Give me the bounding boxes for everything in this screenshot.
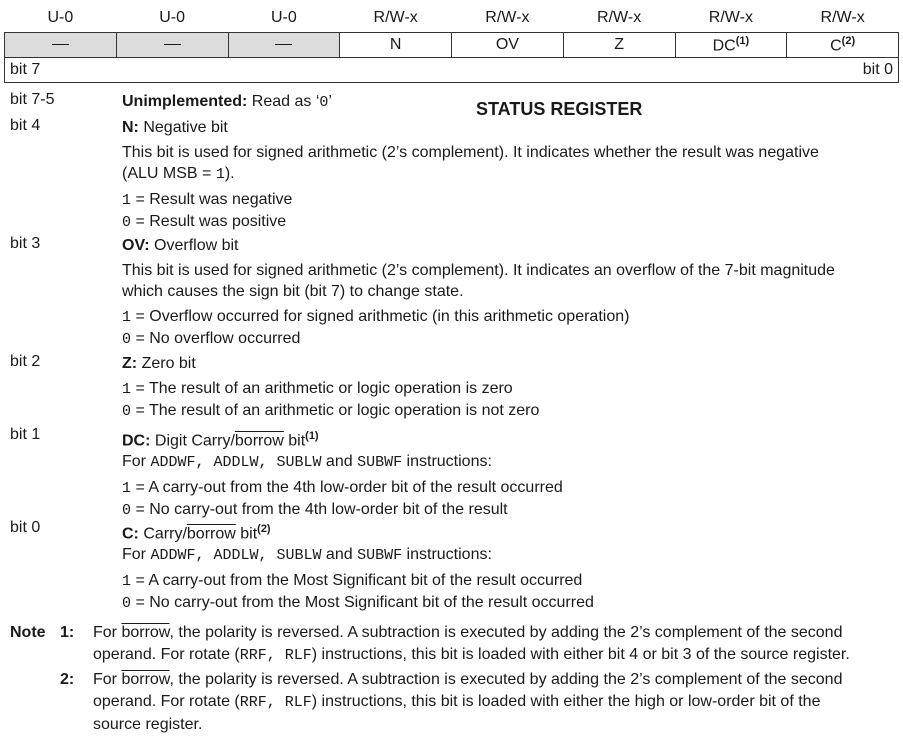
access-row [5, 4, 899, 33]
value-line [122, 328, 892, 350]
text-part: and [321, 546, 358, 564]
access-bit1: R/W-x [708, 9, 753, 26]
text-part: and [321, 453, 358, 471]
overlined-term: borrow [121, 671, 170, 688]
bit-label: bit 7-5 [10, 91, 55, 108]
access-bit3: R/W-x [485, 9, 530, 26]
code-value: 0 [319, 94, 329, 111]
overlined-term: borrow [234, 432, 284, 450]
dash-mark [52, 44, 69, 45]
field-header [122, 117, 892, 138]
field-dc [122, 426, 892, 521]
value-desc: = No carry-out from the Most Significant bit of the result occurred [131, 594, 594, 612]
bit-name-n: N [389, 36, 402, 53]
dash-mark [275, 44, 292, 45]
code-value: 0 [122, 502, 132, 520]
field-text-line: This bit is used for signed arithmetic (2’s complement). It indicates an overflow of the 7-bit magnitude [122, 262, 835, 279]
code-value: 0 [122, 403, 132, 420]
code-value: 1 [122, 480, 132, 498]
instruction-list: SUBWF [357, 547, 403, 565]
note-line [93, 669, 895, 691]
bit-label: bit 1 [10, 426, 41, 443]
value-desc: = Result was positive [131, 213, 287, 230]
value-desc: = No carry-out from the 4th low-order bit of the result [131, 501, 508, 519]
instruction-line [122, 451, 892, 473]
instruction-line [122, 544, 892, 566]
value-desc: = A carry-out from the Most Significant bit of the result occurred [131, 572, 583, 590]
field-name: N: [122, 119, 139, 136]
footnote-ref: (2) [257, 523, 271, 535]
field-c [122, 519, 892, 614]
access-bit0: R/W-x [820, 9, 865, 26]
bit3-name [452, 33, 564, 58]
text-part: operand. For rotate ( [93, 693, 240, 710]
access-bit5: U-0 [270, 9, 297, 26]
field-name: Z: [122, 355, 138, 372]
notes-section [10, 622, 895, 736]
field-name: OV: [122, 237, 150, 254]
bit4-name [340, 33, 452, 58]
bit-name-ov: OV [495, 36, 519, 53]
bit6-unimplemented [116, 33, 228, 58]
code-value: 1 [122, 309, 132, 326]
bit-name-z: Z [614, 36, 625, 53]
value-desc: = Overflow occurred for signed arithmetic (in this arithmetic operation) [131, 308, 630, 325]
field-short: Digit Carry/ [154, 432, 235, 450]
instruction-list: RRF, RLF [239, 694, 312, 711]
bit-range-cell [5, 58, 899, 83]
note-text [93, 622, 895, 667]
field-desc-end: ’ [328, 93, 332, 110]
value-line [122, 306, 892, 328]
text-part: ) instructions, this bit is loaded with either bit 4 or bit 3 of the source register. [311, 646, 850, 663]
value-desc: = The result of an arithmetic or logic operation is zero [131, 380, 513, 397]
text-part: For [122, 453, 151, 471]
code-value: 1 [122, 192, 132, 209]
field-name: Unimplemented: [122, 93, 248, 110]
access-bit2: R/W-x [597, 9, 642, 26]
field-desc: Read as ‘ [251, 93, 320, 110]
text-part: operand. For rotate ( [93, 646, 240, 663]
value-line [122, 211, 892, 233]
bit-label: bit 2 [10, 353, 41, 370]
text-part: ). [224, 165, 235, 182]
field-name: C: [122, 525, 139, 543]
text-part: ) instructions, this bit is loaded with either the high or low-order bit of the [311, 693, 821, 710]
footnote-ref: (1) [305, 430, 319, 442]
access-bit7: U-0 [47, 9, 74, 26]
field-z [122, 353, 892, 422]
note-label: Note [10, 624, 46, 641]
bit-name-dc: DC [712, 37, 736, 55]
text-part: For [122, 546, 151, 564]
field-n [122, 117, 892, 233]
field-header [122, 519, 892, 544]
field-short: Negative bit [143, 119, 228, 136]
text-part: (ALU MSB = [122, 165, 216, 182]
value-line [122, 378, 892, 400]
text-part: instructions: [402, 453, 492, 471]
code-value: 1 [122, 381, 132, 398]
note-text [93, 669, 895, 736]
text-part: , the polarity is reversed. A subtraction is executed by adding the 2’s complement of the second [169, 624, 843, 641]
code-value: 1 [215, 166, 225, 183]
footnote-ref: (2) [841, 34, 856, 47]
text-part: For [93, 624, 122, 641]
instruction-list: SUBWF [357, 454, 403, 472]
note-number: 1: [60, 624, 75, 641]
text-part: For [93, 671, 122, 688]
field-short: Carry/ [143, 525, 187, 543]
note-line [93, 644, 895, 667]
value-desc: = The result of an arithmetic or logic operation is not zero [131, 402, 540, 419]
field-text-line: This bit is used for signed arithmetic (2’s complement). It indicates whether the result was negative [122, 144, 819, 161]
text-part: instructions: [402, 546, 492, 564]
dash-mark [164, 44, 181, 45]
register-title: STATUS REGISTER [476, 99, 643, 119]
field-header [122, 426, 892, 451]
note-line: source register. [93, 716, 203, 733]
field-short: Overflow bit [154, 237, 239, 254]
overlined-term: borrow [186, 525, 236, 543]
bit-label: bit 0 [10, 519, 41, 536]
field-name: DC: [122, 432, 151, 450]
bit0-name [787, 33, 899, 58]
code-value: 0 [122, 331, 132, 348]
access-bit6: U-0 [159, 9, 186, 26]
bit2-name [563, 33, 675, 58]
code-value: 0 [122, 595, 132, 613]
access-bit4: R/W-x [373, 9, 418, 26]
code-value: 0 [122, 214, 132, 231]
field-header [122, 235, 892, 256]
value-line [122, 592, 892, 614]
bit-label: bit 4 [10, 117, 41, 134]
bit7-unimplemented [5, 33, 117, 58]
code-value: 1 [122, 573, 132, 591]
note-line [93, 691, 895, 714]
bit5-unimplemented [228, 33, 340, 58]
bit-label: bit 3 [10, 235, 41, 252]
overlined-term: borrow [121, 624, 170, 641]
msb-label: bit 7 [10, 61, 41, 78]
bit-name-c: C [830, 37, 842, 55]
bit1-name [675, 33, 787, 58]
note-1 [10, 622, 895, 667]
lsb-label: bit 0 [862, 61, 893, 78]
instruction-list: ADDWF, ADDLW, SUBLW [150, 454, 322, 472]
note-number: 2: [60, 671, 75, 688]
note-line [93, 622, 895, 644]
value-desc: = No overflow occurred [131, 330, 301, 347]
instruction-list: ADDWF, ADDLW, SUBLW [150, 547, 322, 565]
value-line [122, 477, 892, 499]
field-short-end: bit [283, 432, 306, 450]
field-short: Zero bit [141, 355, 196, 372]
bit-range-row [5, 58, 899, 83]
register-bit-table [4, 4, 899, 83]
value-line [122, 570, 892, 592]
field-header [122, 353, 892, 374]
text-part: , the polarity is reversed. A subtraction is executed by adding the 2’s complement of the second [169, 671, 843, 688]
bit-name-row [5, 33, 899, 58]
field-short-end: bit [235, 525, 258, 543]
note-2 [10, 669, 895, 736]
value-line [122, 400, 892, 422]
field-ov [122, 235, 892, 350]
value-line [122, 189, 892, 211]
field-text-line [122, 163, 892, 185]
footnote-ref: (1) [735, 34, 750, 47]
field-text-line: which causes the sign bit (bit 7) to change state. [122, 283, 464, 300]
value-desc: = Result was negative [131, 191, 293, 208]
instruction-list: RRF, RLF [239, 647, 312, 664]
value-desc: = A carry-out from the 4th low-order bit of the result occurred [131, 479, 563, 497]
field-unimplemented [122, 91, 892, 113]
